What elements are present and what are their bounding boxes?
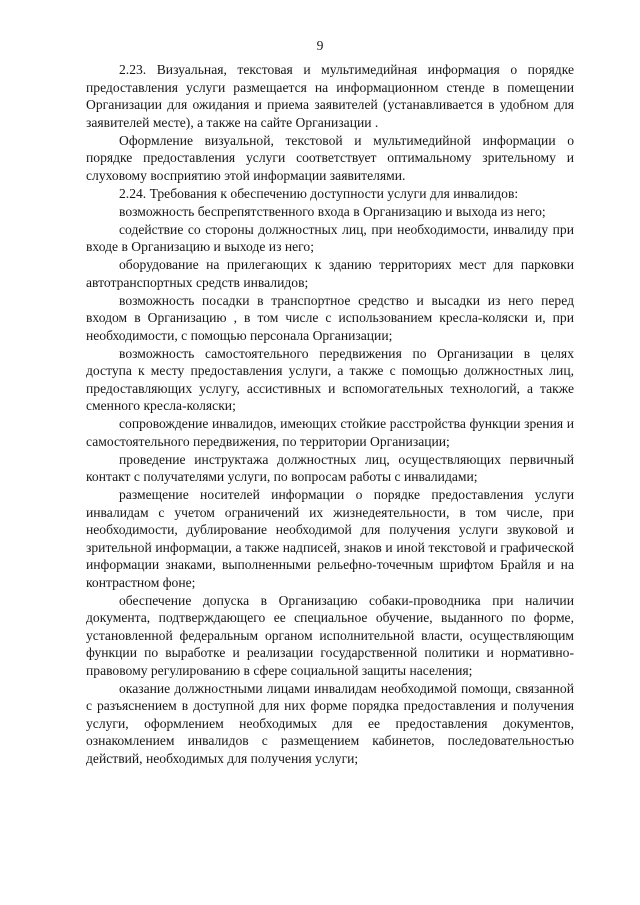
list-item-independent-movement: возможность самостоятельного передвижения по Организации в целях доступа к месту предоставления услуги, а также с помощью должностных лиц, предоставляющих услугу, ассистивных и вспомогательных технологий, а также сменного кресла-коляски;: [86, 345, 574, 413]
list-item-guide-dog: обеспечение допуска в Организацию собаки-проводника при наличии документа, подтверждающего ее специальное обучение, выданного по форме, установленной федеральным органом исполнительной власти, осуществляющим функции по выработке и реализации государственной политики и нормативно-правовому регулированию в сфере социальной защиты населения;: [86, 592, 574, 678]
list-item-escort: сопровождение инвалидов, имеющих стойкие расстройства функции зрения и самостоятельного передвижения, по территории Организации;: [86, 416, 574, 449]
paragraph-info-design: Оформление визуальной, текстовой и мультимедийной информации о порядке предоставления услуги соответствует оптимальному зрительному и слуховому восприятию этой информации заявителями.: [86, 132, 574, 183]
paragraph-2-24: 2.24. Требования к обеспечению доступности услуги для инвалидов:: [119, 185, 519, 201]
list-item-staff-briefing: проведение инструктажа должностных лиц, осуществляющих первичный контакт с получателями услуги, по вопросам работы с инвалидами;: [86, 451, 574, 484]
page-number: 9: [316, 38, 324, 53]
list-item-entrance-access: возможность беспрепятственного входа в Организацию и выхода из него;: [119, 203, 546, 219]
list-item-staff-help: оказание должностными лицами инвалидам необходимой помощи, связанной с разъяснением в доступной для них форме порядка предоставления и получения услуги, оформлением необходимых для ее предоставления документов, ознакомлением инвалидов с размещением кабинетов, последовательностью действий, необходимых для получения услуги;: [86, 680, 574, 766]
list-item-parking: оборудование на прилегающих к зданию территориях мест для парковки автотранспортных средств инвалидов;: [86, 257, 574, 290]
paragraph-2-23: 2.23. Визуальная, текстовая и мультимедийная информация о порядке предоставления услуги размещается на информационном стенде в помещении Организации для ожидания и приема заявителей (устанавливается в удобном для заявителей месте), а также на сайте Организации .: [86, 62, 574, 130]
list-item-staff-assistance: содействие со стороны должностных лиц, при необходимости, инвалиду при входе в Организацию и выходе из него;: [86, 221, 574, 254]
document-body: [86, 61, 574, 767]
list-item-vehicle-boarding: возможность посадки в транспортное средство и высадки из него перед входом в Организацию , в том числе с использованием кресла-коляски и, при необходимости, с помощью персонала Организации;: [86, 292, 574, 343]
list-item-braille-information: размещение носителей информации о порядке предоставления услуги инвалидам с учетом ограничений их жизнедеятельности, в том числе, при необходимости, дублирование необходимой для получения услуги звуковой и зрительной информации, а также надписей, знаков и иной текстовой и графической информации знаками, выполненными рельефно-точечным шрифтом Брайля и на контрастном фоне;: [86, 487, 574, 590]
